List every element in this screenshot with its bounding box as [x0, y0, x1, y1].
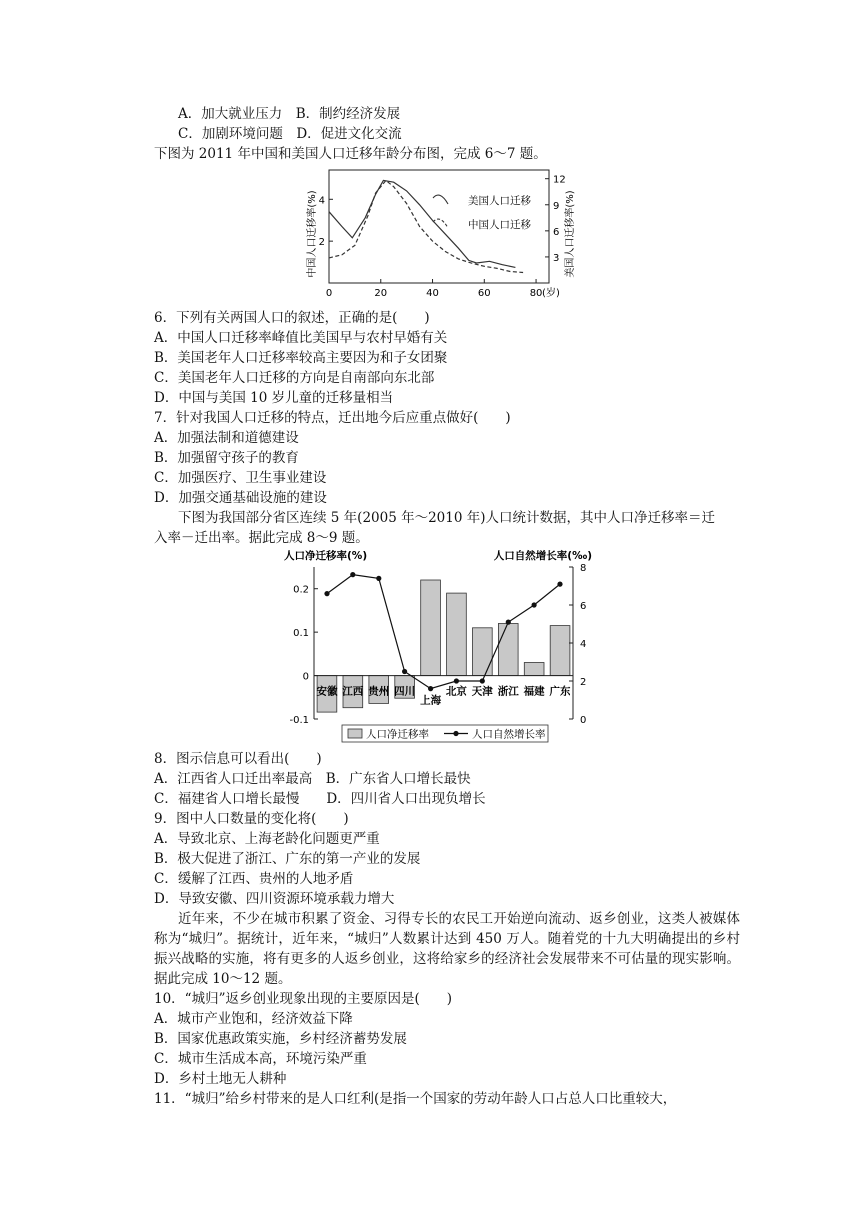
y-axis-label-right: 美国人口迁移率(%): [565, 190, 576, 278]
q9-option-b: B．极大促进了浙江、广东的第一产业的发展: [154, 851, 421, 867]
legend-swatch: [433, 195, 448, 204]
net-migration-bar: [498, 624, 518, 676]
y-right-tick-label: 12: [553, 174, 566, 186]
q7-option-a: A．加强法制和道德建设: [154, 430, 299, 446]
natural-growth-point: [506, 620, 511, 625]
intro-8-9-line1: 下图为我国部分省区连续 5 年(2005 年～2010 年)人口统计数据，其中人口净迁移率＝迁: [178, 510, 715, 526]
y-left-tick-label: 0: [302, 671, 309, 683]
category-label: 四川: [394, 685, 416, 698]
passage-10-12: 近年来，不少在城市积累了资金、习得专长的农民工开始逆向流动、返乡创业，这类人被媒体称为“城归”。据统计，近年来，“城归”人数累计达到 450 万人。随着党的十九大明确提出的乡村振兴战略的实施，将有更多的人返乡创业，这将给家乡的经济社会发展带来不可估量的现实影响。据此完成 10～12 题。: [154, 911, 740, 987]
q10-option-d: D．乡村土地无人耕种: [154, 1071, 287, 1087]
q9-option-c: C．缓解了江西、贵州的人地矛盾: [154, 871, 354, 887]
q6-option-d: D．中国与美国 10 岁儿童的迁移量相当: [154, 390, 394, 406]
y-right-tick-label: 9: [553, 200, 560, 212]
natural-growth-point: [402, 669, 407, 674]
category-label: 天津: [471, 685, 493, 698]
q6-option-b: B．美国老年人口迁移率较高主要因为和子女团聚: [154, 350, 448, 366]
category-label: 广东: [549, 685, 571, 698]
y-right-tick-label: 3: [553, 252, 560, 264]
x-tick-label: 20: [374, 288, 388, 299]
legend-label: 人口自然增长率: [472, 728, 546, 741]
natural-growth-point: [350, 572, 355, 577]
natural-growth-point: [324, 591, 329, 596]
x-axis-unit: (岁): [542, 288, 560, 299]
y-left-tick-label: -0.1: [289, 715, 309, 726]
left-axis-title: 人口净迁移率(%): [284, 550, 368, 562]
q7-option-b: B．加强留守孩子的教育: [154, 450, 299, 466]
x-tick-label: 40: [426, 288, 439, 299]
province-population-chart: [276, 545, 596, 745]
natural-growth-point: [376, 576, 381, 581]
category-label: 福建: [523, 685, 545, 698]
x-tick-label: 60: [477, 288, 491, 299]
q7-option-c: C．加强医疗、卫生事业建设: [154, 470, 327, 486]
q5-options-cd: C．加剧环境问题 D．促进文化交流: [178, 126, 402, 142]
net-migration-bar: [421, 580, 441, 676]
q10-option-b: B．国家优惠政策实施，乡村经济蓄势发展: [154, 1031, 407, 1047]
category-label: 上海: [420, 694, 442, 707]
y-left-tick-label: 0.2: [293, 584, 309, 596]
migration-age-chart: [298, 164, 578, 304]
category-label: 江西: [342, 685, 364, 698]
q8-options-ab: A．江西省人口迁出率最高 B．广东省人口增长最快: [154, 771, 471, 787]
intro-8-9-line2: 入率－迁出率。据此完成 8～9 题。: [154, 530, 369, 546]
intro-6-7: 下图为 2011 年中国和美国人口迁移年龄分布图，完成 6～7 题。: [154, 146, 547, 162]
x-tick-label: 80: [529, 288, 543, 299]
q10-option-c: C．城市生活成本高，环境污染严重: [154, 1051, 367, 1067]
q9-option-a: A．导致北京、上海老龄化问题更严重: [154, 831, 380, 847]
y-right-tick-label: 2: [580, 677, 587, 688]
category-label: 浙江: [497, 685, 519, 698]
net-migration-bar: [473, 628, 493, 676]
legend-label: 人口净迁移率: [366, 728, 429, 741]
natural-growth-point: [428, 686, 433, 691]
legend-bar-swatch: [348, 729, 362, 738]
y-right-tick-label: 6: [553, 226, 560, 238]
y-left-tick-label: 4: [318, 195, 325, 207]
category-label: 安徽: [316, 685, 338, 698]
net-migration-bar: [524, 663, 544, 676]
y-right-tick-label: 8: [580, 563, 587, 574]
q10-stem: 10．“城归”返乡创业现象出现的主要原因是( ): [154, 991, 453, 1007]
natural-growth-point: [480, 678, 485, 683]
right-axis-title: 人口自然增长率(‰): [493, 550, 592, 562]
category-label: 北京: [445, 685, 467, 698]
category-label: 贵州: [368, 685, 390, 698]
q10-option-a: A．城市产业饱和，经济效益下降: [154, 1011, 353, 1027]
y-axis-label-left: 中国人口迁移率(%): [307, 190, 318, 278]
y-left-tick-label: 2: [318, 237, 325, 249]
q7-stem: 7．针对我国人口迁移的特点，迁出地今后应重点做好( ): [154, 410, 511, 426]
q8-stem: 8．图示信息可以看出( ): [154, 751, 322, 767]
net-migration-bar: [550, 626, 570, 676]
natural-growth-point: [532, 602, 537, 607]
q6-option-a: A．中国人口迁移率峰值比美国早与农村早婚有关: [154, 330, 448, 346]
q7-option-d: D．加强交通基础设施的建设: [154, 490, 327, 506]
q6-option-c: C．美国老年人口迁移的方向是自南部向东北部: [154, 370, 435, 386]
q6-stem: 6．下列有关两国人口的叙述，正确的是( ): [154, 310, 430, 326]
natural-growth-point: [557, 582, 562, 587]
q9-option-d: D．导致安徽、四川资源环境承载力增大: [154, 891, 395, 907]
legend-line-marker: [453, 731, 458, 736]
y-right-tick-label: 0: [580, 715, 587, 726]
y-right-tick-label: 6: [580, 601, 587, 612]
q11-stem: 11．“城归”给乡村带来的是人口红利(是指一个国家的劳动年龄人口占总人口比重较大，: [154, 1091, 677, 1107]
net-migration-bar: [447, 593, 467, 676]
y-left-tick-label: 0.1: [293, 628, 309, 640]
y-right-tick-label: 4: [580, 639, 587, 650]
q9-stem: 9．图中人口数量的变化将( ): [154, 811, 349, 827]
q5-options-ab: A．加大就业压力 B．制约经济发展: [178, 106, 401, 122]
q8-options-cd: C．福建省人口增长最慢 D．四川省人口出现负增长: [154, 791, 486, 807]
legend-label: 美国人口迁移: [468, 195, 531, 207]
legend-label: 中国人口迁移: [468, 219, 531, 231]
x-tick-label: 0: [325, 288, 333, 299]
natural-growth-point: [454, 678, 459, 683]
